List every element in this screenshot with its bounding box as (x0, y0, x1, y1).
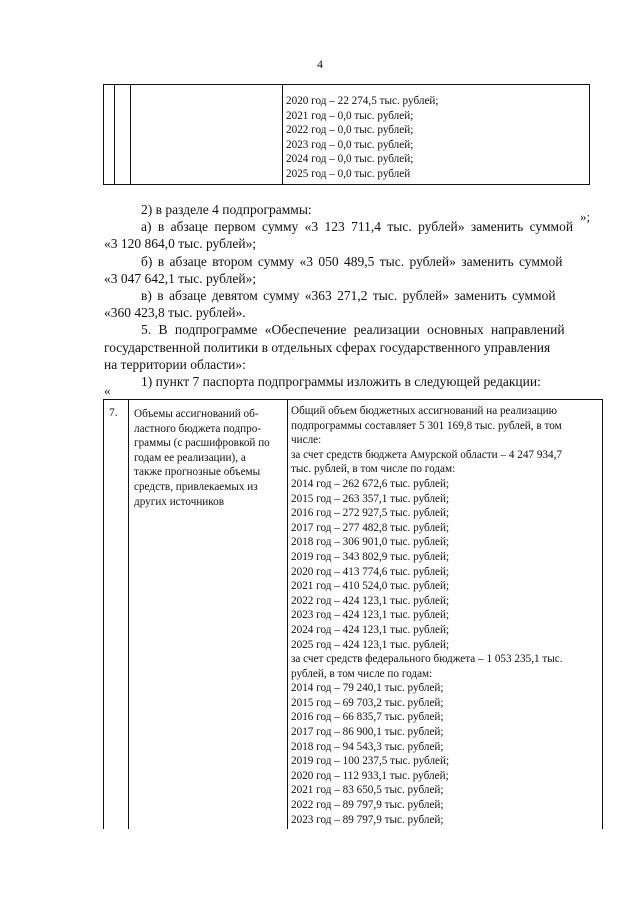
amount-line: за счет средств федерального бюджета – 1 053 235,1 тыс. (291, 653, 563, 666)
amount-line: 2017 год – 277 482,8 тыс. рублей; (291, 521, 450, 534)
amount-line: 2014 год – 262 672,6 тыс. рублей; (291, 477, 450, 490)
table-divider (128, 400, 129, 829)
closing-quote: »; (580, 209, 591, 224)
amount-line: 2023 год – 89 797,9 тыс. рублей; (291, 813, 444, 826)
paragraph: в) в абзаце девятом сумму «363 271,2 тыс. рублей» заменить суммой (141, 288, 556, 303)
amount-line: 2017 год – 86 900,1 тыс. рублей; (291, 726, 444, 739)
amount-line: 2022 год – 0,0 тыс. рублей; (286, 124, 414, 137)
amount-line: 2018 год – 94 543,3 тыс. рублей; (291, 740, 444, 753)
amount-line: 2015 год – 69 703,2 тыс. рублей; (291, 696, 444, 709)
paragraph: 5. В подпрограмме «Обеспечение реализации основных направлений (141, 322, 565, 337)
amount-line: 2021 год – 0,0 тыс. рублей; (286, 109, 414, 122)
paragraph: 1) пункт 7 паспорта подпрограммы изложить в следующей редакции: (141, 374, 541, 389)
amount-line: 2021 год – 83 650,5 тыс. рублей; (291, 784, 444, 797)
description-line: также прогнозные объемы (134, 466, 261, 479)
top-continuation-table (103, 84, 590, 185)
description-line: Объемы ассигнований об- (134, 408, 259, 420)
amount-line: 2016 год – 66 835,7 тыс. рублей; (291, 711, 444, 724)
description-line: ластного бюджета подпро- (134, 422, 262, 435)
amount-line: 2022 год – 89 797,9 тыс. рублей; (291, 799, 444, 812)
paragraph: а) в абзаце первом сумму «3 123 711,4 тыс. рублей» заменить суммой (141, 219, 574, 234)
amount-line: подпрограммы составляет 5 301 169,8 тыс. рублей, в том (291, 419, 562, 432)
table-divider (130, 85, 131, 184)
description-line: годам ее реализации), а (134, 451, 246, 464)
amount-line: числе: (291, 434, 322, 447)
amount-line: 2022 год – 424 123,1 тыс. рублей; (291, 594, 450, 607)
top-table-amounts (286, 94, 439, 182)
amount-line: 2020 год – 413 774,6 тыс. рублей; (291, 565, 450, 578)
row-amounts (291, 404, 599, 827)
amount-line: 2025 год – 424 123,1 тыс. рублей; (291, 638, 450, 651)
amount-line: 2014 год – 79 240,1 тыс. рублей; (291, 682, 444, 695)
paragraph: б) в абзаце втором сумму «3 050 489,5 тыс. рублей» заменить суммой (141, 254, 563, 269)
amount-line: рублей, в том числе по годам: (291, 667, 433, 680)
paragraph: «3 047 642,1 тыс. рублей»; (104, 271, 257, 286)
amount-line: 2024 год – 424 123,1 тыс. рублей; (291, 623, 450, 636)
row-description (134, 407, 284, 509)
paragraph: «3 120 864,0 тыс. рублей»; (104, 236, 257, 251)
table-divider (287, 400, 288, 829)
table-divider (114, 85, 115, 184)
amount-line: 2015 год – 263 357,1 тыс. рублей; (291, 492, 450, 505)
description-line: граммы (с расшифровкой по (134, 437, 270, 450)
amount-line: 2023 год – 0,0 тыс. рублей; (286, 138, 414, 151)
amount-line: 2016 год – 272 927,5 тыс. рублей; (291, 507, 450, 520)
paragraph: 2) в разделе 4 подпрограммы: (141, 202, 312, 217)
amount-line: 2023 год – 424 123,1 тыс. рублей; (291, 609, 450, 622)
amount-line: тыс. рублей, в том числе по годам: (291, 463, 456, 476)
table-divider (282, 85, 283, 184)
description-line: других источников (134, 495, 225, 508)
amount-line: Общий объем бюджетных ассигнований на реализацию (291, 405, 558, 417)
amount-line: 2025 год – 0,0 тыс. рублей (286, 167, 411, 180)
amount-line: 2021 год – 410 524,0 тыс. рублей; (291, 580, 450, 593)
amount-line: 2018 год – 306 901,0 тыс. рублей; (291, 536, 450, 549)
passport-table (103, 399, 603, 829)
opening-quote: « (104, 383, 111, 398)
paragraph: на территории области»: (104, 357, 246, 372)
description-line: средств, привлекаемых из (134, 480, 258, 493)
amount-line: 2020 год – 22 274,5 тыс. рублей; (286, 95, 439, 107)
amount-line: 2024 год – 0,0 тыс. рублей; (286, 153, 414, 166)
amount-line: за счет средств бюджета Амурской области – 4 247 934,7 (291, 448, 562, 461)
paragraph: «360 423,8 тыс. рублей». (104, 305, 246, 320)
amount-line: 2020 год – 112 933,1 тыс. рублей; (291, 769, 449, 782)
amount-line: 2019 год – 100 237,5 тыс. рублей; (291, 755, 450, 768)
paragraph: государственной политики в отдельных сферах государственного управления (104, 340, 551, 355)
amount-line: 2019 год – 343 802,9 тыс. рублей; (291, 550, 450, 563)
row-number: 7. (109, 407, 118, 419)
page-number: 4 (317, 57, 323, 71)
